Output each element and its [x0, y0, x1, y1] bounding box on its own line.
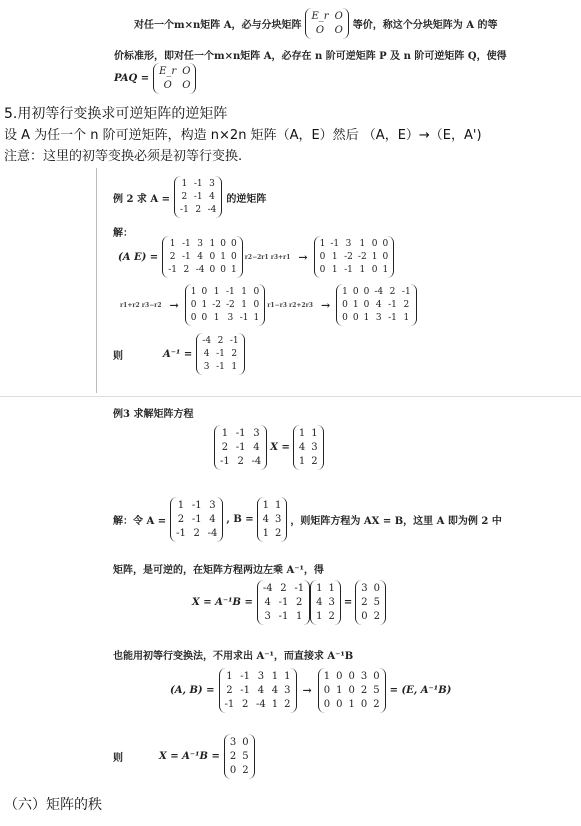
matrix-cell: -1 [401, 287, 411, 297]
matrix-cell: 1 [169, 239, 176, 249]
matrix-cell: 3 [257, 671, 265, 682]
matrix-cell: 3 [361, 583, 368, 594]
matrix-cell: 2 [242, 765, 249, 776]
matrix-cell: -4 [251, 456, 262, 467]
matrix-cell: 0 [352, 287, 359, 297]
section-divider [0, 396, 581, 397]
x-product-label: X = A⁻¹B = [192, 597, 253, 608]
matrix-cell: 0 [229, 765, 237, 776]
matrix-cell: 3 [229, 737, 237, 748]
matrix-cell: -1 [225, 287, 235, 297]
matrix-cell: 0 [201, 313, 208, 323]
example2-matrix-step2 [314, 236, 395, 278]
matrix-cell: -4 [207, 528, 218, 539]
example2-matrix-step3 [185, 284, 266, 326]
matrix-cell: 0 [361, 611, 368, 622]
top-line1-text: 对任一个m×n矩阵 A，必与分块矩阵 [134, 20, 302, 31]
matrix-cell: O [315, 25, 325, 36]
matrix-cell: 0 [231, 239, 237, 249]
matrix-cell: 1 [298, 456, 306, 467]
matrix-cell: 3 [197, 239, 203, 249]
matrix-cell: -2 [225, 300, 235, 310]
matrix-cell: 1 [241, 287, 247, 297]
matrix-cell: 0 [373, 583, 380, 594]
paq-equation [114, 63, 196, 94]
matrix-cell: 2 [280, 583, 287, 594]
eq-tail: = (E, A⁻¹B) [389, 685, 452, 696]
matrix-cell: 0 [319, 252, 326, 262]
matrix-cell: 2 [217, 336, 224, 346]
matrix-cell: 1 [296, 611, 303, 622]
matrix-cell: 1 [331, 252, 338, 262]
arrow-icon: → [169, 298, 179, 312]
matrix-cell: -1 [191, 500, 202, 511]
matrix-cell: 1 [213, 287, 220, 297]
matrix-cell: 2 [275, 528, 282, 539]
example3-reduced-matrix [318, 668, 386, 713]
matrix-cell: -1 [220, 456, 230, 467]
example2-step1 [118, 236, 394, 278]
matrix-cell: 2 [181, 192, 188, 202]
example3-sol2: 矩阵，是可逆的，在矩阵方程两边左乘 A⁻¹，得 [113, 565, 324, 576]
matrix-cell: 2 [389, 287, 396, 297]
x2-label: X = A⁻¹B = [159, 751, 220, 762]
block-matrix-body [305, 8, 348, 39]
matrix-cell: 1 [348, 699, 355, 710]
matrix-cell: 3 [209, 179, 215, 189]
matrix-cell: -1 [294, 583, 305, 594]
example2-result [113, 333, 245, 375]
arrow-icon: → [302, 684, 312, 697]
matrix-cell: 0 [360, 699, 368, 710]
section5-desc: 设 A 为任一个 n 阶可逆矩阵，构造 n×2n 矩阵（A，E）然后 （A，E）→（E，A') [4, 128, 482, 143]
matrix-cell: 0 [371, 265, 378, 275]
block-matrix [305, 8, 348, 39]
matrix-cell: -4 [374, 287, 384, 297]
matrix-cell: 3 [203, 362, 210, 372]
matrix-cell: 0 [382, 239, 389, 249]
matrix-cell: -1 [180, 205, 189, 215]
sol1-text: 解：令 A = [113, 516, 167, 527]
matrix-cell: 4 [271, 685, 279, 696]
example2-step2 [118, 284, 417, 326]
matrix-cell: 3 [345, 239, 352, 249]
section5-heading: 5.用初等行变换求可逆矩阵的逆矩阵 [4, 106, 228, 122]
matrix-cell: 4 [203, 349, 210, 359]
matrix-cell: 4 [298, 442, 306, 453]
matrix-cell: 1 [363, 313, 370, 323]
example3-final [113, 734, 255, 779]
example2-matrix-a [174, 176, 222, 218]
matrix-cell: 3 [284, 685, 291, 696]
example3-matrix-b-def [257, 497, 288, 542]
matrix-cell: 1 [271, 699, 279, 710]
matrix-cell: 2 [193, 528, 200, 539]
example3-sol1 [113, 497, 502, 542]
example2-title-text: 例 2 求 A = [113, 193, 171, 205]
section6-heading: （六）矩阵的秩 [4, 797, 102, 813]
matrix-cell: 2 [169, 252, 176, 262]
matrix-cell: -1 [330, 239, 340, 249]
ops1: r2−2r1 r3+r1 [244, 253, 291, 261]
matrix-cell: -1 [278, 597, 289, 608]
example2-solution-label: 解： [113, 228, 133, 239]
matrix-cell: -4 [262, 583, 273, 594]
matrix-cell: -1 [224, 699, 235, 710]
matrix-cell: 1 [331, 265, 338, 275]
matrix-cell: 1 [298, 428, 306, 439]
matrix-cell: -4 [202, 336, 212, 346]
matrix-cell: 0 [373, 671, 380, 682]
example3-inverse-matrix [257, 580, 310, 625]
matrix-cell: -1 [176, 528, 186, 539]
matrix-cell: 3 [328, 597, 335, 608]
ops2: r1+r2 r3−r2 [120, 301, 162, 309]
matrix-cell: 1 [213, 313, 220, 323]
ops3: r1−r3 r2+2r3 [267, 301, 313, 309]
matrix-cell: 2 [360, 685, 368, 696]
example2-matrix-step4 [336, 284, 417, 326]
matrix-cell: 4 [209, 514, 216, 525]
matrix-cell: 4 [316, 597, 323, 608]
ab-label: (A, B) = [170, 685, 215, 696]
matrix-cell: 1 [323, 671, 331, 682]
example3-final-matrix [224, 734, 255, 779]
matrix-cell: 1 [336, 685, 343, 696]
matrix-cell: 2 [311, 456, 318, 467]
then-label-2: 则 [113, 753, 123, 764]
matrix-cell: 3 [375, 313, 382, 323]
b-label: , B = [226, 514, 254, 525]
matrix-cell: -2 [344, 252, 353, 262]
matrix-cell: 1 [382, 265, 389, 275]
matrix-cell: 0 [363, 287, 370, 297]
matrix-cell: 0 [253, 300, 260, 310]
matrix-cell: 4 [375, 300, 382, 310]
matrix-cell: 2 [226, 685, 233, 696]
matrix-cell: -1 [191, 514, 202, 525]
matrix-cell: 1 [253, 313, 260, 323]
matrix-cell: 0 [209, 252, 216, 262]
matrix-cell: 0 [220, 239, 226, 249]
matrix-cell: 0 [382, 252, 389, 262]
matrix-cell: 1 [359, 265, 366, 275]
matrix-cell: 2 [195, 205, 202, 215]
example2-inverse-matrix [196, 333, 244, 375]
matrix-cell: 5 [373, 597, 380, 608]
matrix-cell: -1 [181, 252, 191, 262]
matrix-cell: O [182, 80, 191, 91]
matrix-cell: -1 [235, 442, 246, 453]
matrix-cell: 3 [209, 500, 216, 511]
matrix-cell: 0 [209, 265, 216, 275]
matrix-cell: 0 [371, 239, 378, 249]
matrix-cell: -4 [256, 699, 266, 710]
matrix-cell: 2 [237, 456, 244, 467]
matrix-cell: 0 [231, 252, 237, 262]
matrix-cell: 1 [226, 671, 233, 682]
matrix-cell: 0 [348, 685, 355, 696]
matrix-cell: 2 [284, 699, 291, 710]
matrix-cell: 0 [336, 699, 343, 710]
matrix-cell: -2 [212, 300, 221, 310]
scan-edge-line [96, 168, 97, 393]
matrix-cell: 1 [201, 300, 208, 310]
matrix-cell: 1 [311, 428, 318, 439]
matrix-cell: -1 [240, 685, 250, 696]
matrix-cell: 4 [257, 685, 265, 696]
paq-matrix-body [153, 63, 196, 94]
matrix-cell: 3 [253, 428, 260, 439]
matrix-cell: 0 [323, 685, 331, 696]
sol1-tail: ，则矩阵方程为 AX = B，这里 A 即为例 2 中 [290, 516, 502, 527]
then-label: 则 [113, 350, 123, 362]
matrix-cell: 1 [371, 252, 378, 262]
matrix-cell: 0 [190, 313, 197, 323]
matrix-cell: 2 [373, 611, 380, 622]
arrow-icon: → [298, 250, 308, 264]
matrix-cell: E_r [311, 11, 329, 22]
matrix-cell: 1 [262, 528, 270, 539]
matrix-cell: 3 [227, 313, 234, 323]
matrix-cell: 1 [359, 239, 366, 249]
matrix-cell: -1 [229, 336, 239, 346]
matrix-cell: 1 [271, 671, 279, 682]
matrix-cell: 1 [284, 671, 291, 682]
matrix-cell: 1 [262, 500, 270, 511]
matrix-cell: 1 [241, 300, 247, 310]
matrix-cell: 0 [220, 265, 226, 275]
example3-title: 例3 求解矩阵方程 [113, 409, 194, 420]
matrix-cell: O [163, 80, 172, 91]
example2-title [113, 176, 266, 218]
matrix-cell: 0 [342, 313, 348, 323]
ae-label: (A E) = [118, 251, 159, 263]
matrix-cell: 1 [190, 287, 197, 297]
matrix-cell: 1 [319, 239, 326, 249]
example3-aug [170, 668, 451, 713]
matrix-cell: 2 [403, 300, 410, 310]
matrix-cell: 0 [336, 671, 343, 682]
matrix-cell: -1 [388, 300, 397, 310]
matrix-cell: 1 [221, 428, 229, 439]
matrix-cell: 2 [229, 751, 237, 762]
matrix-cell: -2 [357, 252, 367, 262]
matrix-cell: 1 [177, 500, 185, 511]
matrix-cell: 1 [328, 583, 335, 594]
matrix-cell: -1 [168, 265, 177, 275]
example3-matrix-a-def [170, 497, 223, 542]
matrix-cell: 4 [197, 252, 203, 262]
matrix-cell: -1 [240, 671, 250, 682]
matrix-cell: O [334, 25, 343, 36]
matrix-cell: 4 [262, 514, 270, 525]
matrix-cell: 3 [360, 671, 368, 682]
matrix-cell: 1 [275, 500, 282, 511]
matrix-cell: -4 [195, 265, 205, 275]
matrix-cell: -1 [181, 239, 191, 249]
example3-matrix-a [214, 425, 267, 470]
matrix-cell: 1 [316, 583, 323, 594]
x-label: X = [270, 442, 290, 453]
inv-label: A⁻¹ = [163, 348, 193, 360]
matrix-cell: E_r [159, 66, 177, 77]
matrix-cell: 1 [209, 239, 216, 249]
matrix-cell: -1 [216, 362, 225, 372]
matrix-cell: 2 [373, 699, 380, 710]
top-line2: 价标准形，即对任一个m×n矩阵 A，必存在 n 阶可逆矩阵 P 及 n 阶可逆矩阵 Q，使得 [114, 51, 507, 62]
matrix-cell: -1 [193, 179, 203, 189]
matrix-cell: -1 [388, 313, 397, 323]
matrix-cell: 5 [242, 751, 249, 762]
matrix-cell: 1 [181, 179, 188, 189]
matrix-cell: 0 [352, 313, 359, 323]
example3-equation [214, 425, 324, 470]
example3-also: 也能用初等行变换法，不用求出 A⁻¹，而直接求 A⁻¹B [113, 651, 354, 662]
matrix-cell: 1 [231, 265, 237, 275]
matrix-cell: 1 [231, 362, 238, 372]
matrix-cell: -1 [278, 611, 289, 622]
matrix-cell: O [182, 66, 191, 77]
matrix-cell: 1 [342, 287, 348, 297]
matrix-cell: 2 [177, 514, 185, 525]
matrix-cell: 0 [363, 300, 370, 310]
matrix-cell: -4 [207, 205, 217, 215]
matrix-cell: 0 [342, 300, 348, 310]
matrix-cell: 2 [231, 349, 238, 359]
top-line1-tail: 等价，称这个分块矩阵为 A 的等 [352, 20, 498, 31]
matrix-cell: 0 [323, 699, 331, 710]
matrix-cell: 1 [403, 313, 410, 323]
matrix-cell: 3 [275, 514, 282, 525]
matrix-cell: 0 [253, 287, 260, 297]
matrix-cell: 1 [316, 611, 323, 622]
matrix-cell: 0 [348, 671, 355, 682]
matrix-cell: 0 [201, 287, 208, 297]
top-line1 [134, 8, 498, 39]
example3-matrix-b-product [310, 580, 341, 625]
example3-product: X = A⁻¹B = -4 2 -1 4 -1 2 3 -1 1 1 1 4 3 1 2 = 3 0 2 5 0 2 [192, 580, 386, 625]
matrix-cell: 4 [253, 442, 260, 453]
matrix-cell: 0 [242, 737, 249, 748]
example3-result-matrix [355, 580, 386, 625]
paq-label: PAQ = [114, 73, 150, 84]
matrix-cell: 3 [264, 611, 271, 622]
matrix-cell: -1 [235, 428, 246, 439]
arrow-icon: → [320, 298, 331, 312]
matrix-cell: 2 [328, 611, 335, 622]
matrix-cell: -1 [239, 313, 249, 323]
matrix-cell: 2 [361, 597, 368, 608]
matrix-cell: 3 [311, 442, 318, 453]
matrix-cell: -1 [193, 192, 203, 202]
matrix-cell: 5 [373, 685, 380, 696]
example3-augmented-matrix [219, 668, 297, 713]
section5-note: 注意：这里的初等变换必须是初等行变换. [4, 149, 243, 164]
matrix-cell: 1 [220, 252, 226, 262]
matrix-cell: -1 [344, 265, 353, 275]
matrix-cell: 4 [264, 597, 271, 608]
matrix-cell: 0 [190, 300, 197, 310]
example2-title-tail: 的逆矩阵 [226, 193, 267, 205]
matrix-cell: 2 [296, 597, 303, 608]
example2-matrix-ae [162, 236, 243, 278]
matrix-cell: -1 [216, 349, 225, 359]
matrix-cell: 1 [352, 300, 359, 310]
matrix-cell: O [334, 11, 343, 22]
matrix-cell: 0 [319, 265, 326, 275]
matrix-cell: 2 [241, 699, 249, 710]
matrix-cell: 2 [183, 265, 190, 275]
matrix-cell: 4 [209, 192, 215, 202]
example3-matrix-b [293, 425, 324, 470]
matrix-cell: 2 [221, 442, 229, 453]
